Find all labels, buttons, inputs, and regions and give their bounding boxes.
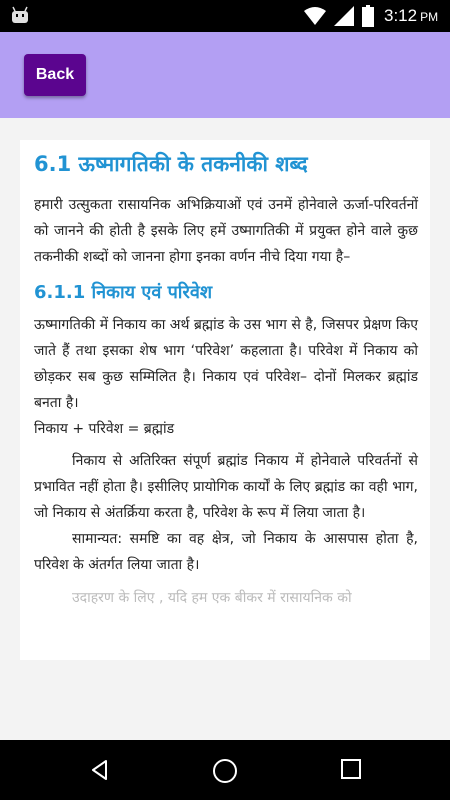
- navigation-bar: [0, 740, 450, 800]
- intro-paragraph: हमारी उत्सुकता रासायनिक अभिक्रियाओं एवं उनमें होनेवाले ऊर्जा-परिवर्तनों को जानने की होती है इसके लिए हमें उष्मागतिकी में प्रयुक्त होने वाले कुछ तकनीकी शब्दों को जानना होगा इनका वर्णन नीचे दिया गया है–: [34, 197, 418, 265]
- clock-time: 3:12: [384, 6, 418, 25]
- nav-back-icon[interactable]: [88, 758, 112, 782]
- clock-ampm: PM: [420, 10, 439, 24]
- section-heading: 6.1 ऊष्मागतिकी के तकनीकी शब्द: [34, 152, 308, 176]
- back-button[interactable]: Back: [24, 54, 86, 96]
- subsection-heading: 6.1.1 निकाय एवं परिवेश: [34, 282, 213, 303]
- app-bar: [0, 32, 450, 118]
- battery-icon: [362, 5, 374, 27]
- nav-recents-icon[interactable]: [340, 758, 362, 780]
- faded-line: उदाहरण के लिए , यदि हम एक बीकर में रासायनिक को: [72, 590, 352, 606]
- clock: [384, 6, 438, 26]
- nav-home-icon[interactable]: [212, 758, 238, 784]
- document-page: [20, 140, 430, 610]
- wifi-icon: [304, 6, 326, 26]
- android-icon: [10, 6, 30, 24]
- signal-icon: [334, 6, 354, 26]
- status-bar: [0, 0, 450, 32]
- surroundings-paragraph: निकाय से अतिरिक्त संपूर्ण ब्रह्मांड निकाय में होनेवाले परिवर्तनों से प्रभावित नहीं होता है। इसीलिए प्रायोगिक कार्यों के लिए ब्रह्मांड का वही भाग, जो निकाय से अंतर्क्रिया करता है, परिवेश के रूप में लिया जाता है।: [34, 453, 418, 521]
- system-paragraph: ऊष्मागतिकी में निकाय का अर्थ ब्रह्मांड के उस भाग से है, जिसपर प्रेक्षण किए जाते हैं तथा इसका शेष भाग ‘परिवेश’ कहलाता है। परिवेश में निकाय को छोड़कर सब कुछ सम्मिलित है। निकाय एवं परिवेश– दोनों मिलकर ब्रह्मांड बनता है।: [34, 317, 418, 411]
- content-panel[interactable]: [20, 140, 430, 660]
- general-paragraph: सामान्यत: समष्टि का वह क्षेत्र, जो निकाय के आसपास होता है, परिवेश के अंतर्गत लिया जाता है।: [34, 531, 418, 573]
- equation: निकाय + परिवेश = ब्रह्मांड: [34, 421, 175, 437]
